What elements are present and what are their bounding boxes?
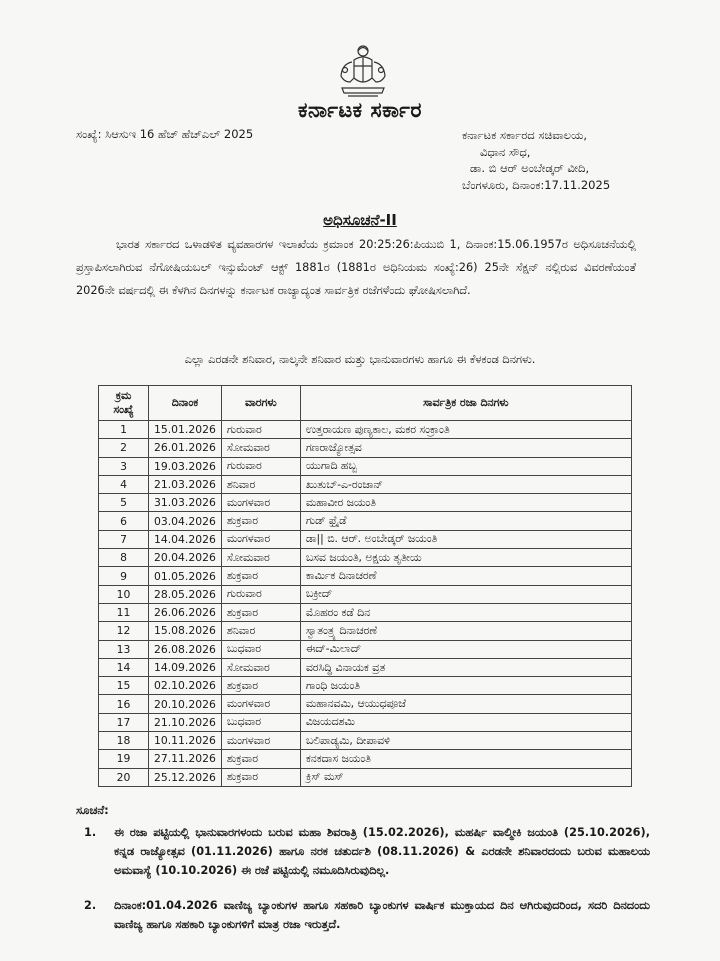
column-header-holiday: ಸಾರ್ವತ್ರಿಕ ರಜಾ ದಿನಗಳು <box>300 386 631 421</box>
weekday-cell: ಮಂಗಳವಾರ <box>221 530 300 548</box>
address-line: ಕರ್ನಾಟಕ ಸರ್ಕಾರದ ಸಚಿವಾಲಯ, <box>462 128 588 142</box>
column-header-day: ವಾರಗಳು <box>221 386 300 421</box>
weekday-cell: ಬುಧವಾರ <box>221 640 300 658</box>
serial-number-cell: 15 <box>99 677 149 695</box>
weekday-cell: ಗುರುವಾರ <box>221 457 300 475</box>
serial-number-cell: 17 <box>99 713 149 731</box>
table-row <box>99 603 632 621</box>
date-cell: 20.10.2026 <box>149 695 222 713</box>
table-header-row <box>99 386 632 421</box>
weekday-cell: ಸೋಮವಾರ <box>221 658 300 676</box>
table-row <box>99 713 632 731</box>
date-cell: 15.08.2026 <box>149 622 222 640</box>
serial-number-cell: 11 <box>99 603 149 621</box>
holiday-name-cell: ಕನಕದಾಸ ಜಯಂತಿ <box>300 750 631 768</box>
weekday-cell: ಶುಕ್ರವಾರ <box>221 567 300 585</box>
weekday-cell: ಮಂಗಳವಾರ <box>221 732 300 750</box>
column-header-date: ದಿನಾಂಕ <box>149 386 222 421</box>
holiday-name-cell: ಡಾ|| ಬಿ. ಆರ್. ಅಂಬೇಡ್ಕರ್ ಜಯಂತಿ <box>300 530 631 548</box>
weekday-cell: ಮಂಗಳವಾರ <box>221 494 300 512</box>
date-cell: 21.03.2026 <box>149 475 222 493</box>
weekday-cell: ಶನಿವಾರ <box>221 475 300 493</box>
holiday-name-cell: ಯುಗಾದಿ ಹಬ್ಬ <box>300 457 631 475</box>
weekday-cell: ಶುಕ್ರವಾರ <box>221 603 300 621</box>
date-cell: 01.05.2026 <box>149 567 222 585</box>
table-row <box>99 567 632 585</box>
date-cell: 19.03.2026 <box>149 457 222 475</box>
weekday-cell: ಗುರುವಾರ <box>221 585 300 603</box>
weekday-cell: ಗುರುವಾರ <box>221 421 300 439</box>
table-row <box>99 658 632 676</box>
serial-number-cell: 7 <box>99 530 149 548</box>
notes-heading: ಸೂಚನೆ: <box>76 803 109 817</box>
address-line: ಡಾ. ಬಿ ಆರ್ ಅಂಬೇಡ್ಕರ್ ವೀದಿ, <box>470 161 590 175</box>
serial-number-cell: 12 <box>99 622 149 640</box>
date-cell: 27.11.2026 <box>149 750 222 768</box>
holiday-name-cell: ಗಾಂಧಿ ಜಯಂತಿ <box>300 677 631 695</box>
notification-title: ಅಧಿಸೂಚನೆ-II <box>323 211 397 229</box>
serial-number-cell: 20 <box>99 768 149 786</box>
holiday-name-cell: ಮಹಾನವಮಿ, ಆಯುಧಪೂಜೆ <box>300 695 631 713</box>
holiday-name-cell: ಕ್ರಿಸ್ ಮಸ್ <box>300 768 631 786</box>
table-row <box>99 494 632 512</box>
date-cell: 03.04.2026 <box>149 512 222 530</box>
holiday-table-body <box>99 421 632 787</box>
table-row <box>99 475 632 493</box>
weekday-cell: ಸೋಮವಾರ <box>221 439 300 457</box>
holiday-name-cell: ಮೊಹರಂ ಕಡೆ ದಿನ <box>300 603 631 621</box>
holiday-name-cell: ಗುಡ್ ಫ್ರೈಡೆ <box>300 512 631 530</box>
address-line: ವಿಧಾನ ಸೌಧ, <box>480 144 531 159</box>
table-row <box>99 421 632 439</box>
note-text: ದಿನಾಂಕ:01.04.2026 ವಾಣಿಜ್ಯ ಬ್ಯಾಂಕುಗಳ ಹಾಗೂ ಸಹಕಾರಿ ಬ್ಯಾಂಕುಗಳ ವಾರ್ಷಿಕ ಮುಕ್ತಾಯದ ದಿನ ಆಗಿರುವುದರಿಂದ, ಸದರಿ ದಿನದಂದು ವಾಣಿಜ್ಯ ಹಾಗೂ ಸಹಕಾರಿ ಬ್ಯಾಂಕುಗಳಿಗೆ ಮಾತ್ರ ರಜಾ ಇರುತ್ತದೆ. <box>114 899 650 931</box>
table-row <box>99 439 632 457</box>
date-cell: 14.09.2026 <box>149 658 222 676</box>
serial-number-cell: 3 <box>99 457 149 475</box>
date-cell: 31.03.2026 <box>149 494 222 512</box>
serial-number-cell: 16 <box>99 695 149 713</box>
table-row <box>99 750 632 768</box>
date-cell: 26.01.2026 <box>149 439 222 457</box>
holiday-name-cell: ಗಣರಾಜ್ಯೋತ್ಸವ <box>300 439 631 457</box>
date-cell: 26.08.2026 <box>149 640 222 658</box>
notes-list <box>84 823 650 950</box>
note-number: 2. <box>84 899 97 912</box>
address-line: ಬೆಂಗಳೂರು, ದಿನಾಂಕ:17.11.2025 <box>462 177 611 192</box>
karnataka-state-emblem-icon <box>334 42 392 102</box>
date-cell: 15.01.2026 <box>149 421 222 439</box>
holiday-subheading: ಎಲ್ಲಾ ಎರಡನೇ ಶನಿವಾರ, ನಾಲ್ಕನೇ ಶನಿವಾರ ಮತ್ತು ಭಾನುವಾರಗಳು ಹಾಗೂ ಈ ಕೆಳಕಂಡ ದಿನಗಳು. <box>184 353 536 366</box>
weekday-cell: ಶುಕ್ರವಾರ <box>221 750 300 768</box>
serial-number-cell: 4 <box>99 475 149 493</box>
note-item <box>84 823 650 880</box>
serial-number-cell: 1 <box>99 421 149 439</box>
holiday-name-cell: ಬಸವ ಜಯಂತಿ, ಅಕ್ಷಯ ತೃತೀಯ <box>300 549 631 567</box>
serial-number-cell: 2 <box>99 439 149 457</box>
table-row <box>99 530 632 548</box>
serial-number-cell: 5 <box>99 494 149 512</box>
weekday-cell: ಶನಿವಾರ <box>221 622 300 640</box>
table-row <box>99 677 632 695</box>
holiday-name-cell: ಸ್ವಾತಂತ್ರ್ಯ ದಿನಾಚರಣೆ <box>300 622 631 640</box>
holiday-name-cell: ಮಹಾವೀರ ಜಯಂತಿ <box>300 494 631 512</box>
weekday-cell: ಶುಕ್ರವಾರ <box>221 677 300 695</box>
weekday-cell: ಮಂಗಳವಾರ <box>221 695 300 713</box>
weekday-cell: ಶುಕ್ರವಾರ <box>221 512 300 530</box>
table-row <box>99 512 632 530</box>
date-cell: 26.06.2026 <box>149 603 222 621</box>
table-row <box>99 732 632 750</box>
holiday-name-cell: ವರಸಿದ್ಧಿ ವಿನಾಯಕ ವ್ರತ <box>300 658 631 676</box>
holiday-name-cell: ಈದ್-ಮಿಲಾದ್ <box>300 640 631 658</box>
holiday-name-cell: ಕಾರ್ಮಿಕ ದಿನಾಚರಣೆ <box>300 567 631 585</box>
date-cell: 20.04.2026 <box>149 549 222 567</box>
holiday-name-cell: ವಿಜಯದಶಮಿ <box>300 713 631 731</box>
date-cell: 10.11.2026 <box>149 732 222 750</box>
table-row <box>99 457 632 475</box>
date-cell: 25.12.2026 <box>149 768 222 786</box>
table-row <box>99 768 632 786</box>
serial-number-cell: 18 <box>99 732 149 750</box>
holiday-name-cell: ಬಲಿಪಾಡ್ಯಮಿ, ದೀಪಾವಳಿ <box>300 732 631 750</box>
weekday-cell: ಶುಕ್ರವಾರ <box>221 768 300 786</box>
government-title: ಕರ್ನಾಟಕ ಸರ್ಕಾರ <box>298 98 422 122</box>
table-row <box>99 585 632 603</box>
reference-number: ಸಂಖ್ಯೆ: ಸಿಆಸುಇ 16 ಹೆಚ್ ಹೆಚ್ಎಲ್ 2025 <box>76 127 254 141</box>
office-address <box>462 127 610 193</box>
serial-number-cell: 14 <box>99 658 149 676</box>
holiday-table <box>98 385 632 787</box>
table-row <box>99 622 632 640</box>
date-cell: 21.10.2026 <box>149 713 222 731</box>
serial-number-cell: 6 <box>99 512 149 530</box>
serial-number-cell: 9 <box>99 567 149 585</box>
holiday-name-cell: ಖುತುಬ್-ಎ-ರಂಜಾನ್ <box>300 475 631 493</box>
table-row <box>99 695 632 713</box>
weekday-cell: ಸೋಮವಾರ <box>221 549 300 567</box>
note-number: 1. <box>84 826 97 839</box>
date-cell: 14.04.2026 <box>149 530 222 548</box>
serial-number-cell: 10 <box>99 585 149 603</box>
serial-number-cell: 13 <box>99 640 149 658</box>
date-cell: 02.10.2026 <box>149 677 222 695</box>
weekday-cell: ಬುಧವಾರ <box>221 713 300 731</box>
date-cell: 28.05.2026 <box>149 585 222 603</box>
holiday-name-cell: ಉತ್ತರಾಯಣ ಪುಣ್ಯಕಾಲ, ಮಕರ ಸಂಕ್ರಾಂತಿ <box>300 421 631 439</box>
note-item <box>84 896 650 934</box>
serial-number-cell: 19 <box>99 750 149 768</box>
serial-number-cell: 8 <box>99 549 149 567</box>
table-row <box>99 640 632 658</box>
notification-paragraph: ಭಾರತ ಸರ್ಕಾರದ ಒಳಾಡಳಿತ ವ್ಯವಹಾರಗಳ ಇಲಾಖೆಯ ಕ್ರಮಾಂಕ 20:25:26:ಪಿಯುಬಿ 1, ದಿನಾಂಕ:15.06.1957ರ ಅಧಿಸೂಚನೆಯಲ್ಲಿ ಪ್ರಸ್ತಾಪಿಸಲಾಗಿರುವ ನೆಗೋಷಿಯಬಲ್ ಇನ್ಸುಮೆಂಟ್ ಆಕ್ಟ್ 1881ರ (1881ರ ಅಧಿನಿಯಮ ಸಂಖ್ಯೆ:26) 25ನೇ ಸೆಕ್ಷನ್ ನಲ್ಲಿರುವ ವಿವರಣೆಯಂತೆ 2026ನೇ ವರ್ಷದಲ್ಲಿ ಈ ಕೆಳಗಿನ ದಿನಗಳನ್ನು ಕರ್ನಾಟಕ ರಾಜ್ಯಾದ್ಯಂತ ಸಾರ್ವತ್ರಿಕ ರಜೆಗಳೆಂದು ಘೋಷಿಸಲಾಗಿದೆ. <box>76 238 636 297</box>
column-header-serial: ಕ್ರಮ ಸಂಖ್ಯೆ <box>99 386 149 421</box>
holiday-name-cell: ಬಕ್ರೀದ್ <box>300 585 631 603</box>
table-row <box>99 549 632 567</box>
note-text: ಈ ರಜಾ ಪಟ್ಟಿಯಲ್ಲಿ ಭಾನುವಾರಗಳಂದು ಬರುವ ಮಹಾ ಶಿವರಾತ್ರಿ (15.02.2026), ಮಹರ್ಷಿ ವಾಲ್ಮೀಕಿ ಜಯಂತಿ (25.10.2026), ಕನ್ನಡ ರಾಜ್ಯೋತ್ಸವ (01.11.2026) ಹಾಗೂ ನರಕ ಚತುರ್ದಶಿ (08.11.2026) & ಎರಡನೇ ಶನಿವಾರದಂದು ಬರುವ ಮಹಾಲಯ ಅಮವಾಸ್ಯೆ (10.10.2026) ಈ ರಜೆ ಪಟ್ಟಿಯಲ್ಲಿ ನಮೂದಿಸಿರುವುದಿಲ್ಲ. <box>114 826 650 877</box>
